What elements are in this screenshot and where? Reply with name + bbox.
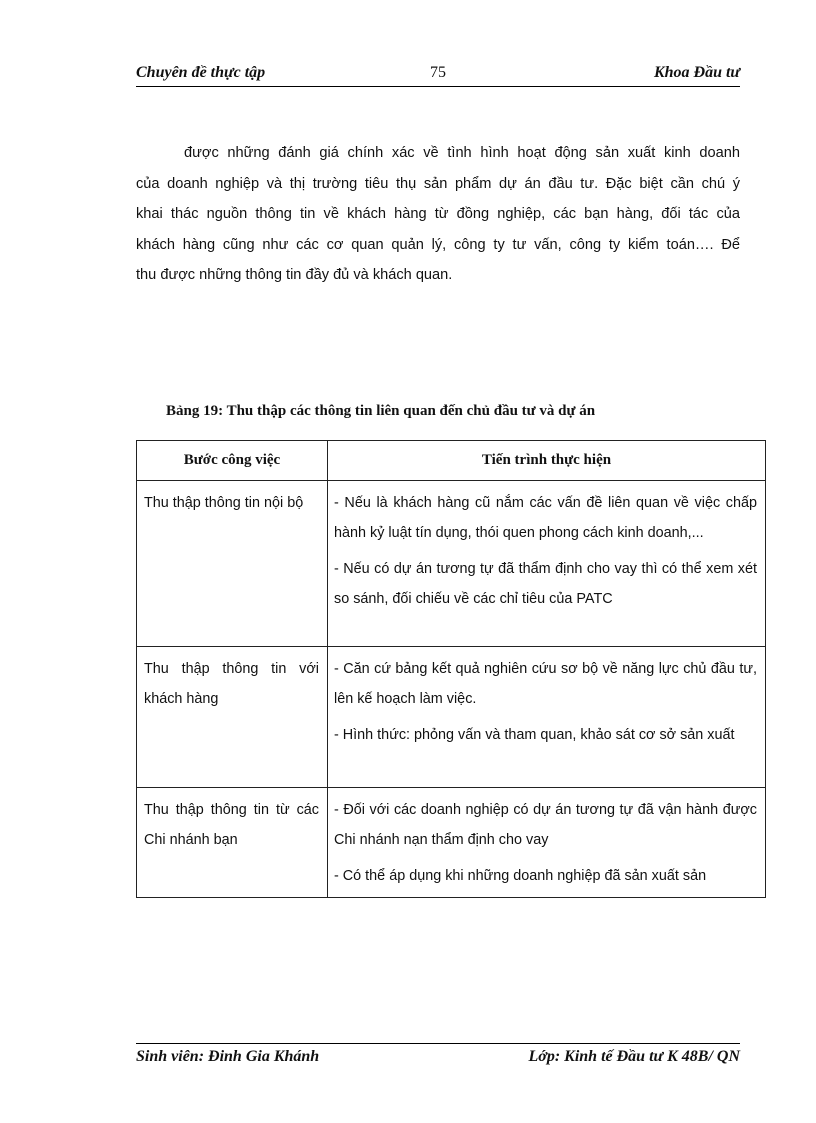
paragraph-line: được những đánh giá chính xác về tình hình hoạt động sản xuất kinh doanh <box>184 145 740 161</box>
table-row <box>137 788 766 898</box>
paragraph-line: khai thác nguồn thông tin về khách hàng từ đồng nghiệp, các bạn hàng, đối tác của <box>136 206 740 222</box>
column-header-process: Tiến trình thực hiện <box>328 441 766 481</box>
paragraph-line: của doanh nghiệp và thị trường tiêu thụ sản phẩm dự án đầu tư. Đặc biệt cần chú ý <box>136 175 740 192</box>
process-item: - Hình thức: phỏng vấn và tham quan, khảo sát cơ sở sản xuất <box>334 727 735 743</box>
process-cell <box>328 481 766 647</box>
page-number: 75 <box>430 64 446 81</box>
paragraph-line: khách hàng cũng như các cơ quan quản lý, công ty tư vấn, công ty kiểm toán…. Để <box>136 236 740 253</box>
table-row <box>137 647 766 788</box>
header-title: Chuyên đề thực tập <box>136 64 266 81</box>
paragraph-line: thu được những thông tin đầy đủ và khách quan. <box>136 267 453 283</box>
footer-student: Sinh viên: Đinh Gia Khánh <box>136 1048 320 1065</box>
process-item: - Đối với các doanh nghiệp có dự án tương tự đã vận hành được Chi nhánh nạn thẩm định cho vay <box>334 802 757 848</box>
page-header <box>136 64 740 87</box>
header-department: Khoa Đầu tư <box>653 64 740 81</box>
table-caption: Bảng 19: Thu thập các thông tin liên quan đến chủ đầu tư và dự án <box>166 403 596 419</box>
process-item: - Có thể áp dụng khi những doanh nghiệp đã sản xuất sản <box>334 868 707 884</box>
process-item: - Căn cứ bảng kết quả nghiên cứu sơ bộ về năng lực chủ đầu tư, lên kế hoạch làm việc. <box>334 661 757 707</box>
body-paragraph <box>136 138 740 291</box>
page-footer <box>136 1043 740 1068</box>
process-cell <box>328 788 766 898</box>
table-header-row <box>137 441 766 481</box>
info-collection-table <box>136 440 766 898</box>
footer-class: Lớp: Kinh tế Đầu tư K 48B/ QN <box>528 1048 740 1065</box>
process-item: - Nếu là khách hàng cũ nắm các vấn đề liên quan về việc chấp hành kỷ luật tín dụng, thói quen phong cách kinh doanh,... <box>334 495 757 541</box>
step-cell: Thu thập thông tin với khách hàng <box>137 647 328 788</box>
step-cell: Thu thập thông tin từ các Chi nhánh bạn <box>137 788 328 898</box>
process-cell <box>328 647 766 788</box>
process-item: - Nếu có dự án tương tự đã thẩm định cho vay thì có thể xem xét so sánh, đối chiếu về các chỉ tiêu của PATC <box>334 561 757 607</box>
step-cell: Thu thập thông tin nội bộ <box>137 481 328 647</box>
column-header-step: Bước công việc <box>137 441 328 481</box>
table-row <box>137 481 766 647</box>
